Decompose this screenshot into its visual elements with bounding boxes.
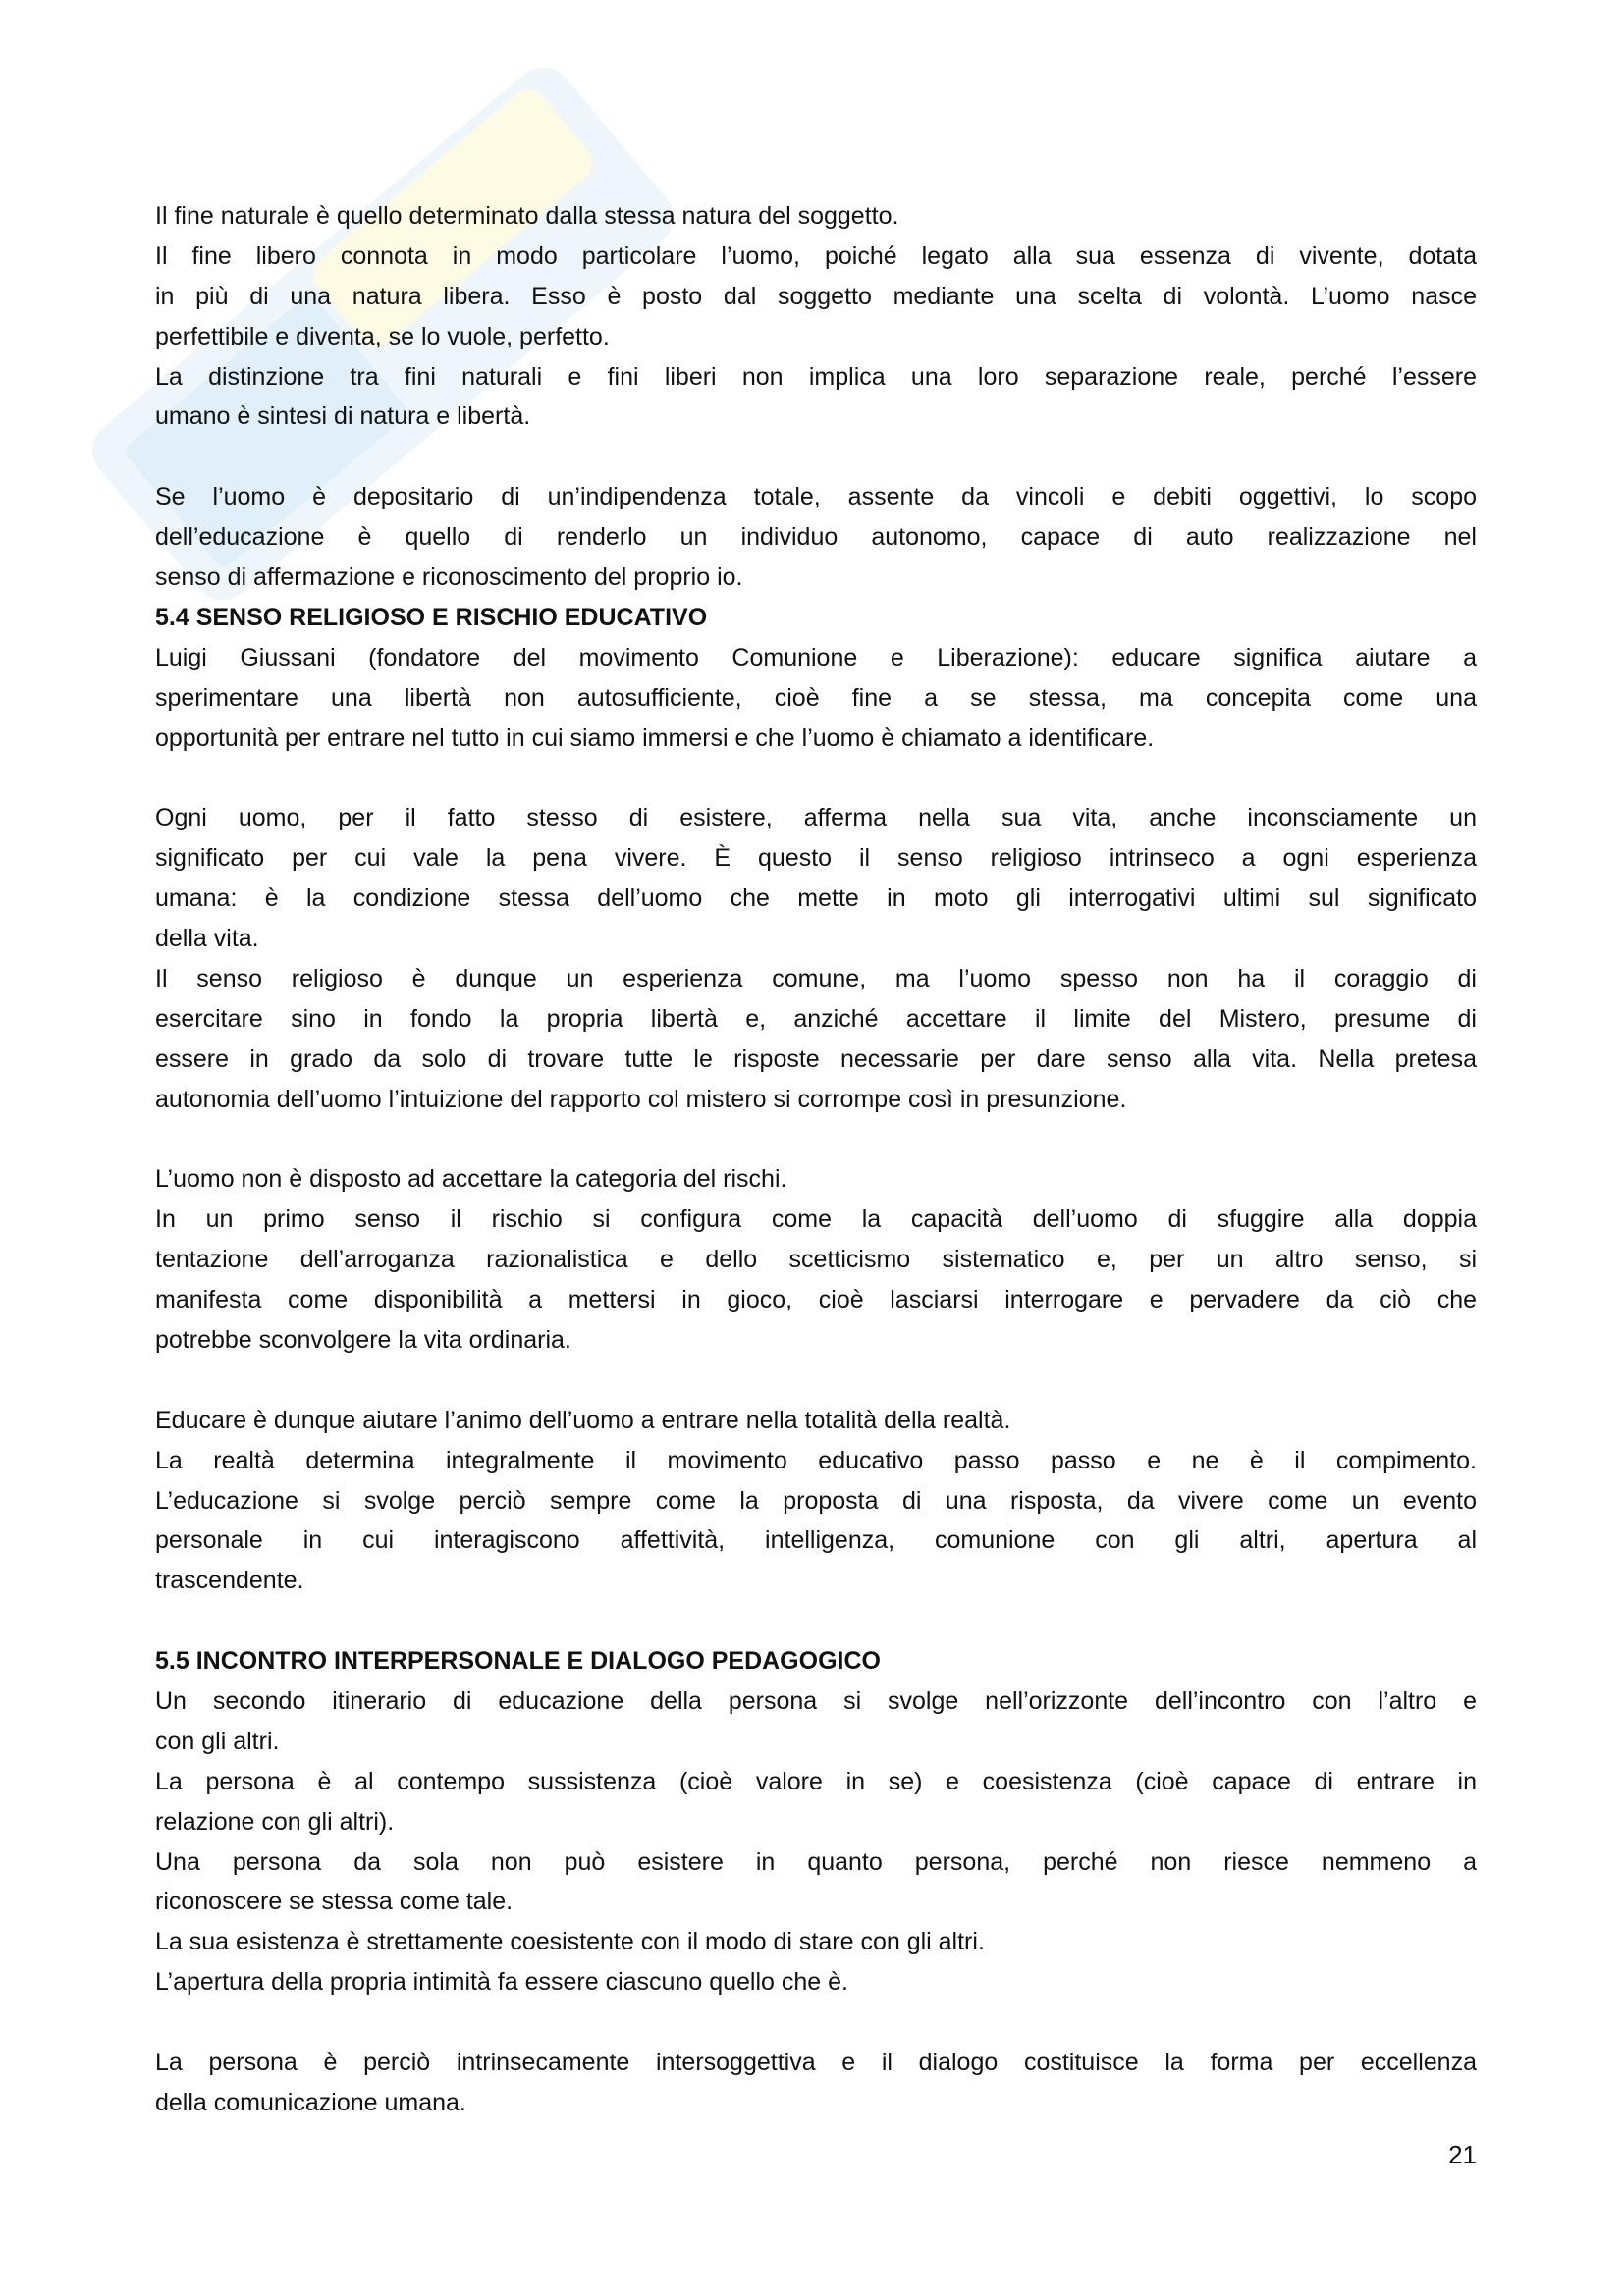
text-line: L’uomo non è disposto ad accettare la categoria del rischi. <box>155 1165 787 1194</box>
text-line: autonomia dell’uomo l’intuizione del rapporto col mistero si corrompe così in presunzione. <box>155 1085 1127 1113</box>
text-line: significato per cui vale la pena vivere. È questo il senso religioso intrinseco a ogni esperienza <box>155 844 1477 873</box>
blank-line <box>155 1601 1477 1641</box>
text-line: Un secondo itinerario di educazione della persona si svolge nell’orizzonte dell’incontro con l’altro e <box>155 1686 1477 1715</box>
text-line: personale in cui interagiscono affettività, intelligenza, comunione con gli altri, apertura al <box>155 1526 1477 1555</box>
document-body <box>155 196 1477 2123</box>
text-line: La realtà determina integralmente il movimento educativo passo passo e ne è il compimento. <box>155 1446 1477 1474</box>
text-line: La sua esistenza è strettamente coesistente con il modo di stare con gli altri. <box>155 1928 985 1956</box>
text-line: La distinzione tra fini naturali e fini liberi non implica una loro separazione reale, perché l’essere <box>155 362 1477 391</box>
blank-line <box>155 758 1477 798</box>
text-line: umano è sintesi di natura e libertà. <box>155 402 531 431</box>
text-line: tentazione dell’arroganza razionalistica e dello scetticismo sistematico e, per un altro senso, si <box>155 1246 1477 1274</box>
text-line: della comunicazione umana. <box>155 2088 466 2116</box>
text-line: senso di affermazione e riconoscimento del proprio io. <box>155 563 743 592</box>
text-line: dell’educazione è quello di renderlo un individuo autonomo, capace di auto realizzazione nel <box>155 523 1477 552</box>
text-line: in più di una natura libera. Esso è posto dal soggetto mediante una scelta di volontà. L’uomo nasce <box>155 282 1477 310</box>
text-line: perfettibile e diventa, se lo vuole, perfetto. <box>155 322 610 350</box>
text-line: relazione con gli altri). <box>155 1807 395 1836</box>
text-line: Il fine libero connota in modo particolare l’uomo, poiché legato alla sua essenza di vivente, dotata <box>155 241 1477 270</box>
text-line: Ogni uomo, per il fatto stesso di esistere, afferma nella sua vita, anche inconsciamente un <box>155 804 1477 832</box>
blank-line <box>155 437 1477 477</box>
text-line: La persona è perciò intrinsecamente intersoggettiva e il dialogo costituisce la forma per eccellenza <box>155 2048 1477 2076</box>
text-line: riconoscere se stessa come tale. <box>155 1888 514 1916</box>
section-heading: 5.5 INCONTRO INTERPERSONALE E DIALOGO PEDAGOGICO <box>155 1647 881 1676</box>
text-line: L’apertura della propria intimità fa essere ciascuno quello che è. <box>155 1968 848 1997</box>
text-line: Se l’uomo è depositario di un’indipendenza totale, assente da vincoli e debiti oggettivi, lo scopo <box>155 483 1477 511</box>
blank-line <box>155 1119 1477 1159</box>
text-line: Il senso religioso è dunque un esperienza comune, ma l’uomo spesso non ha il coraggio di <box>155 964 1477 992</box>
text-line: La persona è al contempo sussistenza (cioè valore in se) e coesistenza (cioè capace di entrare in <box>155 1767 1477 1795</box>
text-line: esercitare sino in fondo la propria libertà e, anziché accettare il limite del Mistero, presume di <box>155 1004 1477 1033</box>
text-line: umana: è la condizione stessa dell’uomo che mette in moto gli interrogativi ultimi sul significato <box>155 884 1477 913</box>
blank-line <box>155 2002 1477 2043</box>
text-line: In un primo senso il rischio si configura come la capacità dell’uomo di sfuggire alla doppia <box>155 1205 1477 1234</box>
text-line: sperimentare una libertà non autosufficiente, cioè fine a se stessa, ma concepita come una <box>155 683 1477 712</box>
text-line: della vita. <box>155 925 259 953</box>
text-line: Luigi Giussani (fondatore del movimento Comunione e Liberazione): educare significa aiutare a <box>155 643 1477 671</box>
text-line: essere in grado da solo di trovare tutte le risposte necessarie per dare senso alla vita. Nella pretesa <box>155 1044 1477 1073</box>
page-number: 21 <box>1448 2140 1477 2169</box>
text-line: Educare è dunque aiutare l’animo dell’uomo a entrare nella totalità della realtà. <box>155 1406 1011 1434</box>
text-line: L’educazione si svolge perciò sempre come la proposta di una risposta, da vivere come un evento <box>155 1486 1477 1515</box>
text-line: potrebbe sconvolgere la vita ordinaria. <box>155 1325 571 1354</box>
text-line: Una persona da sola non può esistere in quanto persona, perché non riesce nemmeno a <box>155 1847 1477 1876</box>
section-heading: 5.4 SENSO RELIGIOSO E RISCHIO EDUCATIVO <box>155 603 708 631</box>
text-line: con gli altri. <box>155 1727 280 1755</box>
blank-line <box>155 1361 1477 1401</box>
text-line: opportunità per entrare nel tutto in cui siamo immersi e che l’uomo è chiamato a identificare. <box>155 723 1155 752</box>
text-line: manifesta come disponibilità a mettersi in gioco, cioè lasciarsi interrogare e pervadere da ciò che <box>155 1286 1477 1314</box>
text-line: Il fine naturale è quello determinato dalla stessa natura del soggetto. <box>155 202 899 230</box>
text-line: trascendente. <box>155 1567 304 1595</box>
